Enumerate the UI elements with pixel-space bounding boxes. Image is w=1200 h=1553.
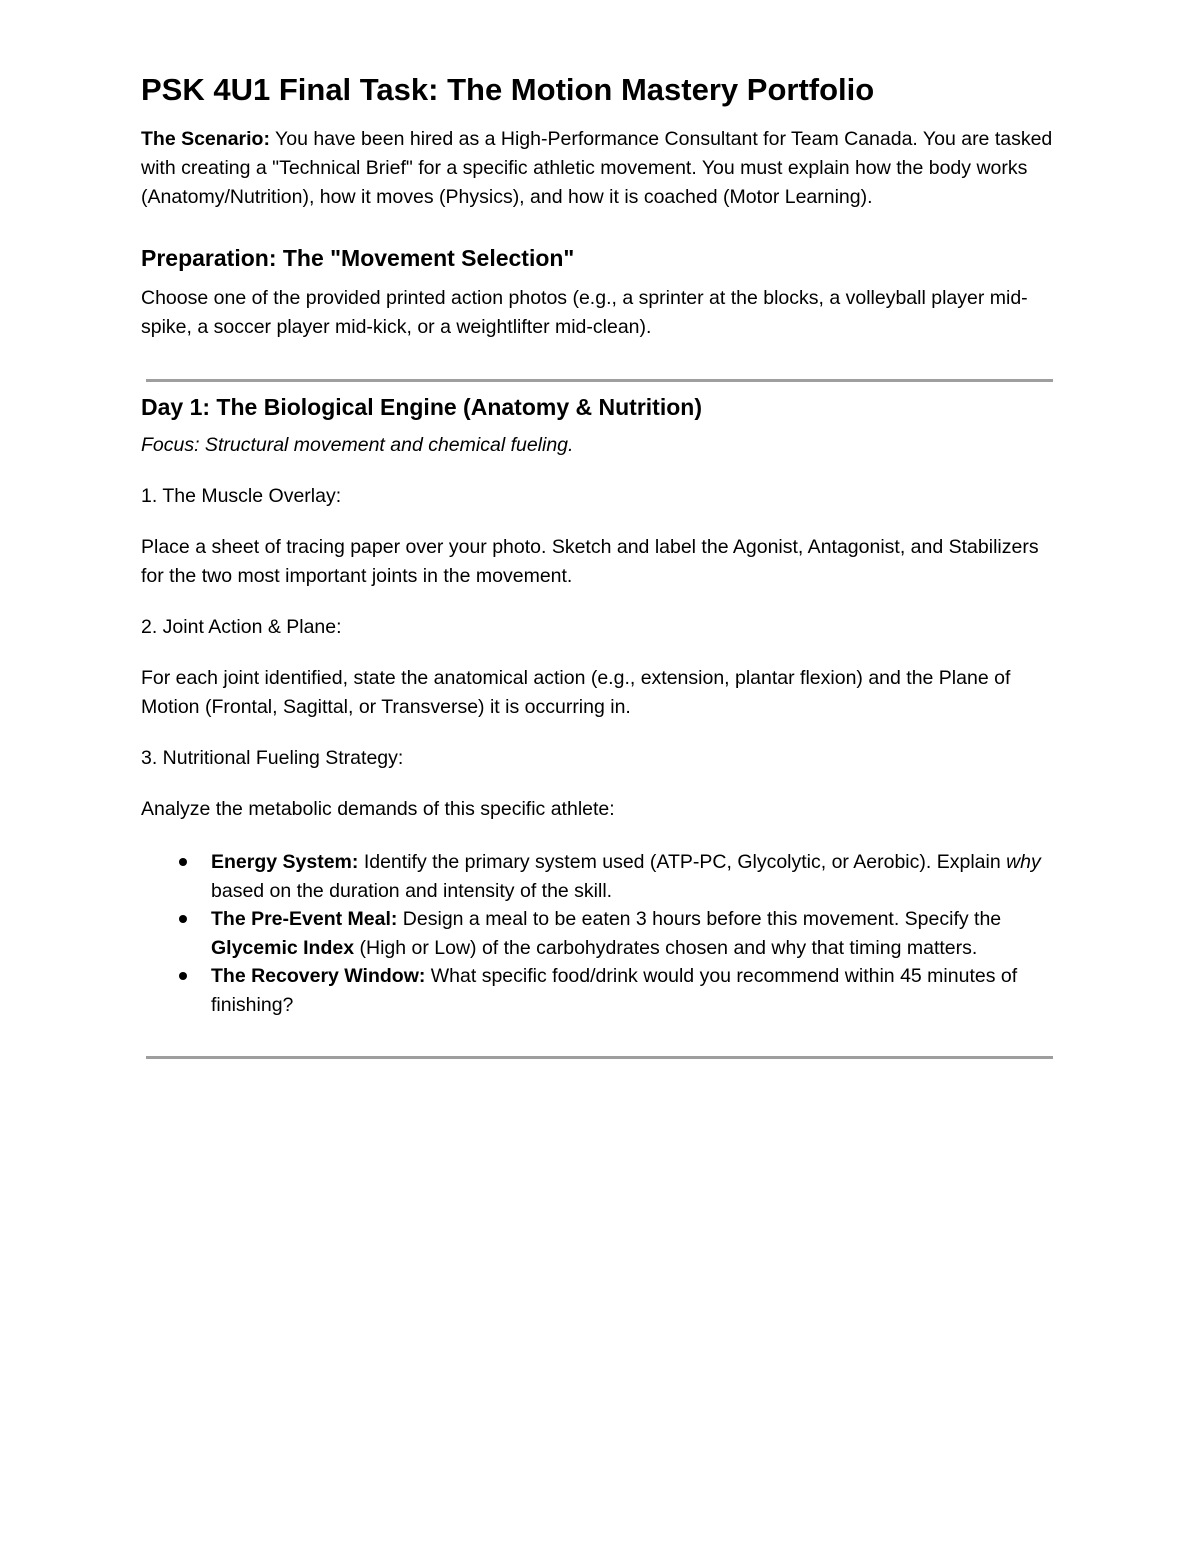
energy-system-text-end: based on the duration and intensity of the skill. — [211, 879, 613, 902]
list-item — [141, 962, 1056, 1019]
document-page — [141, 68, 1056, 1059]
preparation-text: Choose one of the provided printed action photos (e.g., a sprinter at the blocks, a volleyball player mid-spike, a soccer player mid-kick, or a weightlifter mid-clean). — [141, 287, 1028, 338]
scenario-text: You have been hired as a High-Performance Consultant for Team Canada. You are tasked with creating a "Technical Brief" for a specific athletic movement. You must explain how the body works (Anatomy/Nutrition), how it moves (Physics), and how it is coached (Motor Learning). — [141, 128, 1053, 208]
scenario-label: The Scenario: — [141, 128, 270, 150]
energy-system-text: Identify the primary system used (ATP-PC, Glycolytic, or Aerobic). Explain — [358, 851, 1007, 873]
bullet-icon — [179, 915, 187, 923]
day1-focus: Focus: Structural movement and chemical fueling. — [141, 434, 574, 456]
pre-event-meal-text: Design a meal to be eaten 3 hours before this movement. Specify the — [397, 908, 1002, 930]
item-nutrition-text: Analyze the metabolic demands of this specific athlete: — [141, 798, 615, 820]
glycemic-index-term: Glycemic Index — [211, 936, 355, 959]
pre-event-meal-text-end: (High or Low) of the carbohydrates chosen and why that timing matters. — [354, 936, 978, 959]
list-item — [141, 905, 1056, 962]
item-nutrition-title: 3. Nutritional Fueling Strategy: — [141, 747, 404, 769]
item-joint-action-title: 2. Joint Action & Plane: — [141, 616, 342, 638]
nutrition-bullet-list — [141, 848, 1056, 1019]
recovery-window-text: What specific food/drink would you recommend within 45 minutes of finishing? — [211, 965, 1018, 1016]
recovery-window-label: The Recovery Window: — [211, 965, 426, 987]
item-muscle-overlay-title: 1. The Muscle Overlay: — [141, 485, 342, 507]
scenario-paragraph — [141, 125, 1056, 212]
list-item — [141, 848, 1056, 905]
item-muscle-overlay-text: Place a sheet of tracing paper over your photo. Sketch and label the Agonist, Antagonist, and Stabilizers for the two most important joints in the movement. — [141, 536, 1039, 587]
energy-system-label: Energy System: — [211, 851, 359, 873]
page-title: PSK 4U1 Final Task: The Motion Mastery Portfolio — [141, 72, 875, 107]
bullet-icon — [179, 972, 187, 980]
section-divider — [146, 379, 1053, 382]
preparation-heading: Preparation: The "Movement Selection" — [141, 245, 575, 271]
item-joint-action-text: For each joint identified, state the anatomical action (e.g., extension, plantar flexion) and the Plane of Motion (Frontal, Sagittal, or Transverse) it is occurring in. — [141, 667, 1011, 718]
bullet-icon — [179, 858, 187, 866]
pre-event-meal-label: The Pre-Event Meal: — [211, 908, 398, 930]
day1-heading: Day 1: The Biological Engine (Anatomy & Nutrition) — [141, 394, 702, 420]
section-divider — [146, 1056, 1053, 1059]
energy-system-emphasis: why — [1006, 851, 1041, 873]
